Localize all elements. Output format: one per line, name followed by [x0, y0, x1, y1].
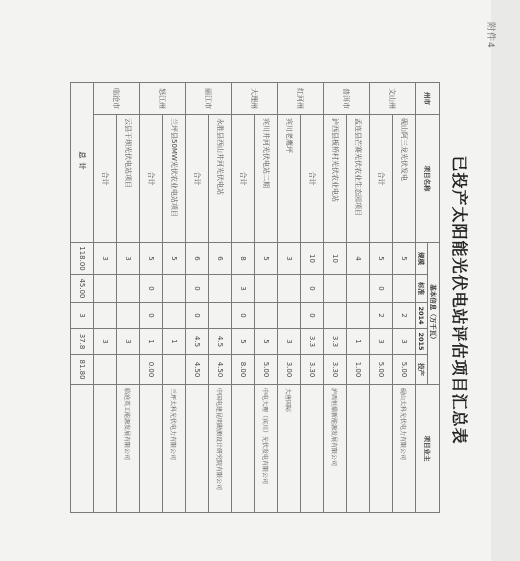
table-body	[71, 83, 416, 513]
prefecture-cell: 临沧市	[94, 83, 140, 115]
subtotal-label: 合计	[301, 115, 324, 243]
commissioned-cell: 4.50	[186, 355, 209, 385]
owner-cell: 砚山太科光伏电力有限公司	[393, 385, 416, 513]
standard-cell: 0	[140, 275, 163, 303]
table-row	[393, 83, 416, 513]
owner-cell	[232, 385, 255, 513]
y2015-cell: 3	[94, 329, 117, 355]
total-scale-cell: 118.00	[71, 243, 94, 275]
owner-cell	[140, 385, 163, 513]
owner-cell	[347, 385, 370, 513]
y2015-cell: 3	[393, 329, 416, 355]
header-2014: 2014	[416, 303, 428, 329]
table-row	[163, 83, 186, 513]
scale-cell: 5	[255, 243, 278, 275]
commissioned-cell: 3.30	[301, 355, 324, 385]
table-row	[255, 83, 278, 513]
commissioned-cell: 0.00	[140, 355, 163, 385]
y2015-cell: 1	[347, 329, 370, 355]
prefecture-cell: 红河州	[278, 83, 324, 115]
y2015-cell: 1	[163, 329, 186, 355]
standard-cell	[393, 275, 416, 303]
commissioned-cell: 3.00	[278, 355, 301, 385]
header-commissioned: 投产	[416, 355, 428, 385]
subtotal-label: 合计	[232, 115, 255, 243]
commissioned-cell	[94, 355, 117, 385]
y2014-cell: 0	[140, 303, 163, 329]
commissioned-cell	[117, 355, 140, 385]
standard-cell: 0	[301, 275, 324, 303]
standard-cell	[94, 275, 117, 303]
scale-cell: 5	[163, 243, 186, 275]
standard-cell	[347, 275, 370, 303]
header-2015: 2015	[416, 329, 428, 355]
y2014-cell: 0	[186, 303, 209, 329]
y2015-cell: 1	[140, 329, 163, 355]
y2014-cell	[278, 303, 301, 329]
owner-cell: 中电大理（宾川）光伏发电有限公司	[255, 385, 278, 513]
total-commissioned-cell: 81.80	[71, 355, 94, 385]
scale-cell: 3	[278, 243, 301, 275]
y2014-cell: 0	[301, 303, 324, 329]
standard-cell: 3	[232, 275, 255, 303]
header-prefecture: 州市	[416, 83, 440, 115]
header-scale: 规模	[416, 243, 428, 275]
y2015-cell: 3.3	[324, 329, 347, 355]
y2015-cell: 4.5	[186, 329, 209, 355]
subtotal-row	[186, 83, 209, 513]
commissioned-cell	[163, 355, 186, 385]
scale-cell: 8	[232, 243, 255, 275]
y2014-cell	[163, 303, 186, 329]
header-row-1	[428, 83, 440, 513]
y2014-cell	[255, 303, 278, 329]
standard-cell: 0	[370, 275, 393, 303]
total-row	[71, 83, 94, 513]
subtotal-label: 合计	[186, 115, 209, 243]
y2014-cell: 2	[370, 303, 393, 329]
owner-cell: 兰坪太科光伏电力有限公司	[163, 385, 186, 513]
scale-cell: 5	[370, 243, 393, 275]
project-name-cell: 永胜县西山井河光伏电站	[209, 115, 232, 243]
y2014-cell	[347, 303, 370, 329]
prefecture-cell: 普洱市	[324, 83, 370, 115]
standard-cell: 0	[186, 275, 209, 303]
scale-cell: 6	[209, 243, 232, 275]
project-name-cell: 云县干坝光伏电站项目	[117, 115, 140, 243]
scale-cell: 10	[324, 243, 347, 275]
commissioned-cell: 3.30	[324, 355, 347, 385]
subtotal-row	[370, 83, 393, 513]
table-row	[209, 83, 232, 513]
owner-cell	[370, 385, 393, 513]
total-y2014-cell: 3	[71, 303, 94, 329]
subtotal-label: 合计	[140, 115, 163, 243]
subtotal-label: 合计	[370, 115, 393, 243]
scale-cell: 6	[186, 243, 209, 275]
document-title: 已投产太阳能光伏电站评估项目汇总表	[450, 155, 469, 445]
prefecture-cell: 怒江州	[140, 83, 186, 115]
y2014-cell	[324, 303, 347, 329]
y2014-cell: 2	[393, 303, 416, 329]
standard-cell	[255, 275, 278, 303]
prefecture-cell: 文山州	[370, 83, 416, 115]
project-name-cell: 泸西县板桥村光伏农业电站	[324, 115, 347, 243]
table-row	[117, 83, 140, 513]
project-name-cell: 宾川井河光伏电站二期	[255, 115, 278, 243]
table-row	[324, 83, 347, 513]
subtotal-row	[301, 83, 324, 513]
y2015-cell: 3	[278, 329, 301, 355]
total-standard-cell: 45.00	[71, 275, 94, 303]
prefecture-cell: 大理州	[232, 83, 278, 115]
project-name-cell: 宾川老鹰坪	[278, 115, 301, 243]
owner-cell: 泸西恒鼎新能源发展有限公司	[324, 385, 347, 513]
y2014-cell	[117, 303, 140, 329]
owner-cell: 中国电建昆明勘测设计研究院有限公司	[209, 385, 232, 513]
owner-cell	[301, 385, 324, 513]
standard-cell	[324, 275, 347, 303]
scale-cell: 3	[117, 243, 140, 275]
header-standard: 标准	[416, 275, 428, 303]
prefecture-cell: 丽江市	[186, 83, 232, 115]
commissioned-cell: 8.00	[232, 355, 255, 385]
header-basic-info: 基本信息（万千瓦）	[428, 243, 440, 385]
rotated-page	[29, 0, 520, 561]
standard-cell	[117, 275, 140, 303]
y2014-cell	[94, 303, 117, 329]
subtotal-row	[140, 83, 163, 513]
commissioned-cell: 5.00	[370, 355, 393, 385]
commissioned-cell: 1.00	[347, 355, 370, 385]
scale-cell: 3	[94, 243, 117, 275]
scale-cell: 5	[393, 243, 416, 275]
subtotal-row	[232, 83, 255, 513]
project-name-cell: 兰坪县50MW光伏农业电站项目	[163, 115, 186, 243]
y2014-cell	[209, 303, 232, 329]
y2015-cell: 3	[117, 329, 140, 355]
header-project-name: 项目名称	[416, 115, 440, 243]
standard-cell	[278, 275, 301, 303]
total-owner-cell	[71, 385, 94, 513]
scale-cell: 10	[301, 243, 324, 275]
commissioned-cell: 5.00	[393, 355, 416, 385]
attachment-label: 附件4	[485, 22, 495, 49]
subtotal-label: 合计	[94, 115, 117, 243]
commissioned-cell: 5.00	[255, 355, 278, 385]
commissioned-cell: 4.50	[209, 355, 232, 385]
owner-cell	[186, 385, 209, 513]
y2015-cell: 3.3	[301, 329, 324, 355]
subtotal-row	[94, 83, 117, 513]
summary-table	[70, 82, 440, 513]
y2014-cell: 0	[232, 303, 255, 329]
y2015-cell: 5	[232, 329, 255, 355]
total-label: 总计	[71, 83, 94, 243]
owner-cell: 大唐国际	[278, 385, 301, 513]
standard-cell	[163, 275, 186, 303]
scale-cell: 5	[140, 243, 163, 275]
owner-cell: 临沧英工能源发展有限公司	[117, 385, 140, 513]
owner-cell	[94, 385, 117, 513]
scale-cell: 4	[347, 243, 370, 275]
y2015-cell: 5	[255, 329, 278, 355]
table-row	[278, 83, 301, 513]
y2015-cell: 3	[370, 329, 393, 355]
total-y2015-cell: 37.8	[71, 329, 94, 355]
header-owner: 项目业主	[416, 385, 440, 513]
project-name-cell: 砚山阿三龙光伏发电	[393, 115, 416, 243]
table-row	[347, 83, 370, 513]
standard-cell	[209, 275, 232, 303]
project-name-cell: 孟连县芒赛光伏农业生态园项目	[347, 115, 370, 243]
y2015-cell: 4.5	[209, 329, 232, 355]
